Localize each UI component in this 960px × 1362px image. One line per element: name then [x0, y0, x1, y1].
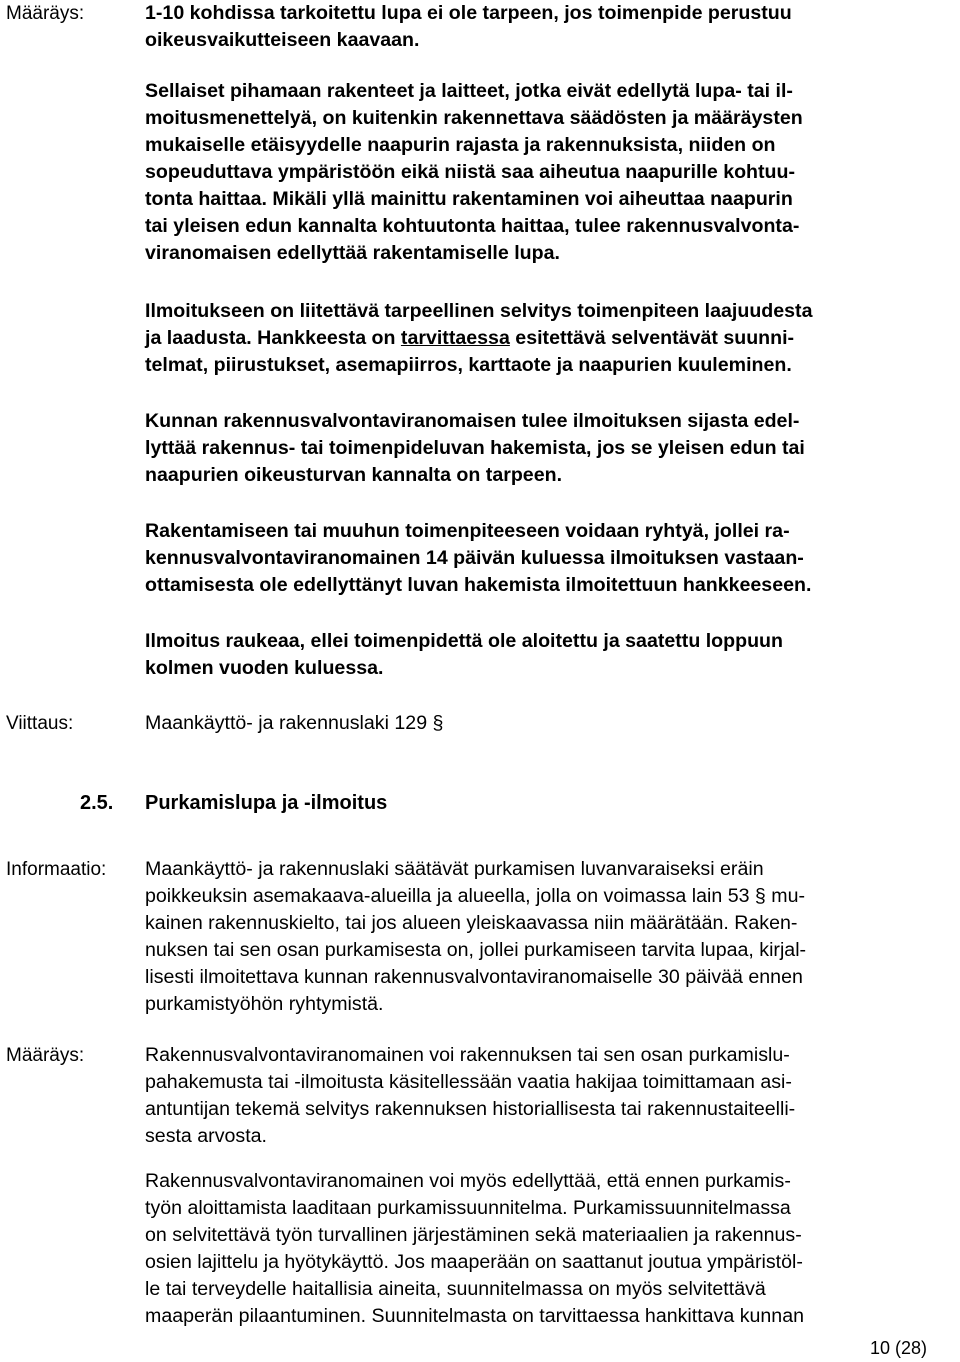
text-line: mukaiselle etäisyydelle naapurin rajasta ja rakennuksista, niiden on — [145, 134, 776, 156]
paragraph-1 — [145, 0, 955, 54]
text-line: Rakennusvalvontaviranomainen voi rakennuksen tai sen osan purkamislu- — [145, 1044, 790, 1066]
text-line: moitusmenettelyä, on kuitenkin rakennettava säädösten ja määräysten — [145, 107, 803, 129]
paragraph-4 — [145, 408, 955, 489]
label-viittaus: Viittaus: — [6, 713, 74, 734]
text-line: 1-10 kohdissa tarkoitettu lupa ei ole tarpeen, jos toimenpide perustuu — [145, 2, 792, 24]
text-segment: ja laadusta. Hankkeesta on — [145, 327, 401, 349]
text-line: tonta haittaa. Mikäli yllä mainittu rakentaminen voi aiheuttaa naapurin — [145, 188, 793, 210]
text-line: naapurien oikeusturvan kannalta on tarpeen. — [145, 464, 563, 486]
text-line: tai yleisen edun kannalta kohtuutonta haittaa, tulee rakennusvalvonta- — [145, 215, 800, 237]
text-line: Rakentamiseen tai muuhun toimenpiteeseen voidaan ryhtyä, jollei ra- — [145, 520, 790, 542]
text-line — [145, 325, 955, 352]
label-maarays: Määräys: — [6, 1045, 85, 1066]
section-number: 2.5. — [80, 792, 114, 814]
text-line: maaperän pilaantuminen. Suunnitelmasta on tarvittaessa hankittava kunnan — [145, 1305, 804, 1327]
paragraph-3 — [145, 298, 955, 379]
text-line: sopeuduttava ympäristöön eikä niistä saa aiheutua naapurille kohtuu- — [145, 161, 796, 183]
text-line: on selvitettävä työn turvallinen järjestäminen sekä materiaalien ja rakennus- — [145, 1224, 802, 1246]
text-line: Ilmoitukseen on liitettävä tarpeellinen selvitys toimenpiteen laajuudesta — [145, 300, 813, 322]
label-informaatio: Informaatio: — [6, 859, 107, 880]
text-line: lyttää rakennus- tai toimenpideluvan hakemista, jos se yleisen edun tai — [145, 437, 805, 459]
underlined-word: tarvittaessa — [400, 327, 510, 349]
text-line: sesta arvosta. — [145, 1125, 267, 1147]
paragraph-6 — [145, 628, 955, 682]
text-line: lisesti ilmoitettava kunnan rakennusvalvontaviranomaiselle 30 päivää ennen — [145, 966, 803, 988]
text-line: Sellaiset pihamaan rakenteet ja laitteet, jotka eivät edellytä lupa- tai il- — [145, 80, 793, 102]
text-line: poikkeuksin asemakaava-alueilla ja alueella, jolla on voimassa lain 53 § mu- — [145, 885, 806, 907]
text-line: osien lajittelu ja hyötykäyttö. Jos maaperään on saattanut joutua ympäristöl- — [145, 1251, 803, 1273]
paragraph-5 — [145, 518, 955, 599]
page-number: 10 (28) — [870, 1338, 928, 1358]
section-title: Purkamislupa ja -ilmoitus — [145, 792, 388, 814]
info-paragraph — [145, 856, 955, 1018]
text-line: kainen rakennuskielto, tai jos alueen yleiskaavassa niin määrätään. Raken- — [145, 912, 798, 934]
maarays-paragraph — [145, 1042, 955, 1150]
text-line: kolmen vuoden kuluessa. — [145, 657, 384, 679]
text-line: Ilmoitus raukeaa, ellei toimenpidettä ole aloitettu ja saatettu loppuun — [145, 630, 783, 652]
text-line: Maankäyttö- ja rakennuslaki säätävät purkamisen luvanvaraiseksi eräin — [145, 858, 764, 880]
text-line: kennusvalvontaviranomainen 14 päivän kuluessa ilmoituksen vastaan- — [145, 547, 804, 569]
text-line: antuntijan tekemä selvitys rakennuksen historiallisesta tai rakennustaiteelli- — [145, 1098, 796, 1120]
text-line: Kunnan rakennusvalvontaviranomaisen tulee ilmoituksen sijasta edel- — [145, 410, 800, 432]
label-maarays: Määräys: — [6, 3, 85, 24]
text-line: pahakemusta tai -ilmoitusta käsitellessään vaatia hakijaa toimittamaan asi- — [145, 1071, 792, 1093]
text-line: purkamistyöhön ryhtymistä. — [145, 993, 384, 1015]
text-line: viranomaisen edellyttää rakentamiselle lupa. — [145, 242, 560, 264]
text-line: nuksen tai sen osan purkamisesta on, jollei purkamiseen tarvita lupaa, kirjal- — [145, 939, 807, 961]
text-line: oikeusvaikutteiseen kaavaan. — [145, 29, 420, 51]
maarays-paragraph-2 — [145, 1168, 955, 1330]
reference-text: Maankäyttö- ja rakennuslaki 129 § — [145, 712, 444, 734]
text-segment: esitettävä selventävät suunni- — [509, 327, 795, 349]
text-line: työn aloittamista laaditaan purkamissuunnitelma. Purkamissuunnitelmassa — [145, 1197, 791, 1219]
paragraph-2 — [145, 78, 955, 267]
text-line: le tai terveydelle haitallisia aineita, suunnitelmassa on myös selvitettävä — [145, 1278, 766, 1300]
text-line: telmat, piirustukset, asemapiirros, karttaote ja naapurien kuuleminen. — [145, 354, 792, 376]
text-line: ottamisesta ole edellyttänyt luvan hakemista ilmoitettuun hankkeeseen. — [145, 574, 812, 596]
text-line: Rakennusvalvontaviranomainen voi myös edellyttää, että ennen purkamis- — [145, 1170, 791, 1192]
